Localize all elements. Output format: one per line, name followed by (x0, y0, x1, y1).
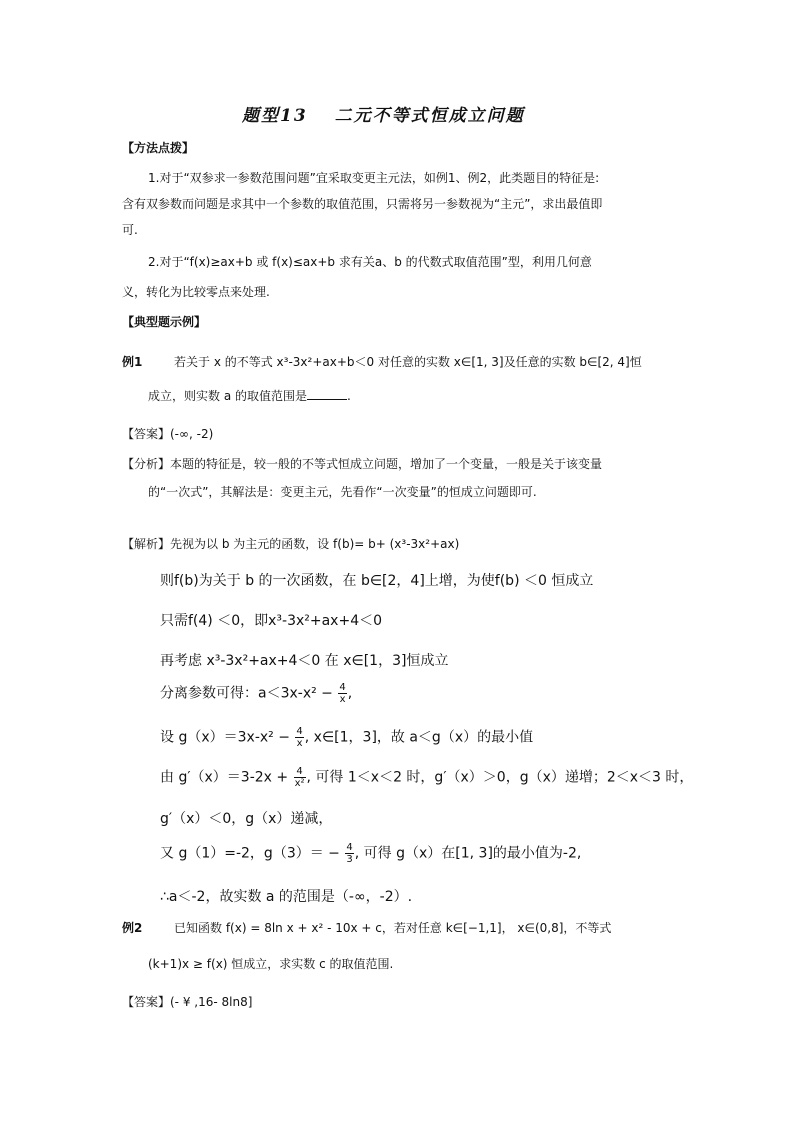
example-1-solution-line-1: 【解析】先视为以 b 为主元的函数，设 f(b)= b+ (x³-3x²+ax) (122, 537, 460, 551)
method-paragraph-1-line-1: 1.对于“双参求一参数范围问题”宜采取变更主元法，如例1、例2，此类题目的特征是: (148, 171, 600, 185)
example-1-solution-line-10: ∴a＜-2，故实数 a 的范围是（-∞，-2）. (160, 889, 413, 905)
example-1-solution-line-2: 则f(b)为关于 b 的一次函数，在 b∈[2，4]上增，为使f(b) ＜0 恒成立 (160, 573, 594, 589)
example-1-question-line-1: 若关于 x 的不等式 x³-3x²+ax+b＜0 对任意的实数 x∈[1, 3]及任意的实数 b∈[2, 4]恒 (174, 355, 642, 369)
method-heading: 【方法点拨】 (122, 141, 195, 155)
example-1-solution-line-3: 只需f(4) ＜0，即x³-3x²+ax+4＜0 (160, 613, 383, 629)
example-1-solution-line-4: 再考虑 x³-3x²+ax+4＜0 在 x∈[1，3]恒成立 (160, 653, 449, 669)
derivative-text: 由 g′（x）＝3-2x + (160, 769, 289, 786)
define-g-text: 设 g（x）＝3x-x² − (160, 729, 290, 746)
example-1-solution-line-5 (160, 682, 352, 705)
derivative-tail: , 可得 1＜x＜2 时，g′（x）＞0，g（x）递增；2＜x＜3 时， (306, 769, 694, 786)
fraction-denominator: 3 (346, 854, 353, 865)
method-paragraph-2-line-1: 2.对于“f(x)≥ax+b 或 f(x)≤ax+b 求有关a、b 的代数式取值范围”型，利用几何意 (148, 255, 592, 269)
example-1-solution-line-8: g′（x）＜0，g（x）递减， (160, 811, 333, 827)
separate-param-text: 分离参数可得：a＜3x-x² − (160, 685, 333, 702)
method-paragraph-2-line-2: 义，转化为比较零点来处理. (122, 285, 270, 299)
fraction-4-over-3 (345, 842, 353, 865)
fraction-numerator: 4 (346, 842, 353, 853)
example-1-analysis-line-2: 的“一次式”，其解法是：变更主元，先看作“一次变量”的恒成立问题即可. (148, 485, 537, 499)
separate-param-tail: , (347, 685, 353, 702)
define-g-tail: , x∈[1，3]，故 a＜g（x）的最小值 (304, 729, 534, 746)
fraction-4-over-x-squared (294, 766, 306, 789)
example-1-label: 例1 (122, 355, 143, 369)
typical-examples-heading: 【典型题示例】 (122, 315, 207, 329)
g-values-text: 又 g（1）=-2，g（3）＝ − (160, 845, 340, 862)
example-1-solution-line-6 (160, 726, 533, 749)
fraction-numerator: 4 (339, 682, 346, 693)
method-paragraph-1-line-2: 含有双参数而问题是求其中一个参数的取值范围，只需将另一参数视为“主元”，求出最值即 (122, 197, 603, 211)
method-paragraph-1-line-3: 可. (122, 223, 138, 237)
example-1-solution-line-9 (160, 842, 581, 865)
example-2-label: 例2 (122, 921, 143, 935)
page-title: 题型13 二元不等式恒成立问题 (242, 106, 525, 126)
example-1-analysis-line-1: 【分析】本题的特征是，较一般的不等式恒成立问题，增加了一个变量，一般是关于该变量 (122, 457, 603, 471)
example-1-solution-line-7 (160, 766, 693, 789)
example-1-answer: 【答案】(-∞, -2) (122, 427, 214, 441)
fraction-denominator: x² (294, 778, 305, 789)
example-2-question-line-2: (k+1)x ≥ f(x) 恒成立，求实数 c 的取值范围. (148, 957, 394, 971)
fraction-denominator: x (296, 738, 303, 749)
answer-blank (307, 388, 347, 400)
example-2-question-line-1: 已知函数 f(x) = 8ln x + x² - 10x + c，若对任意 k∈[−1,1]， x∈(0,8]，不等式 (174, 921, 612, 935)
example-1-question-line-2: 成立，则实数 a 的取值范围是 . (148, 389, 351, 403)
fraction-4-over-x (338, 682, 346, 705)
g-values-tail: , 可得 g（x）在[1, 3]的最小值为-2, (354, 845, 582, 862)
fraction-numerator: 4 (294, 766, 306, 778)
fraction-numerator: 4 (296, 726, 303, 737)
example-2-answer: 【答案】(- ¥ ,16- 8ln8] (122, 995, 253, 1009)
fraction-denominator: x (339, 694, 346, 705)
fraction-4-over-x (295, 726, 303, 749)
example-1-question-text: 成立，则实数 a 的取值范围是 (148, 389, 307, 403)
